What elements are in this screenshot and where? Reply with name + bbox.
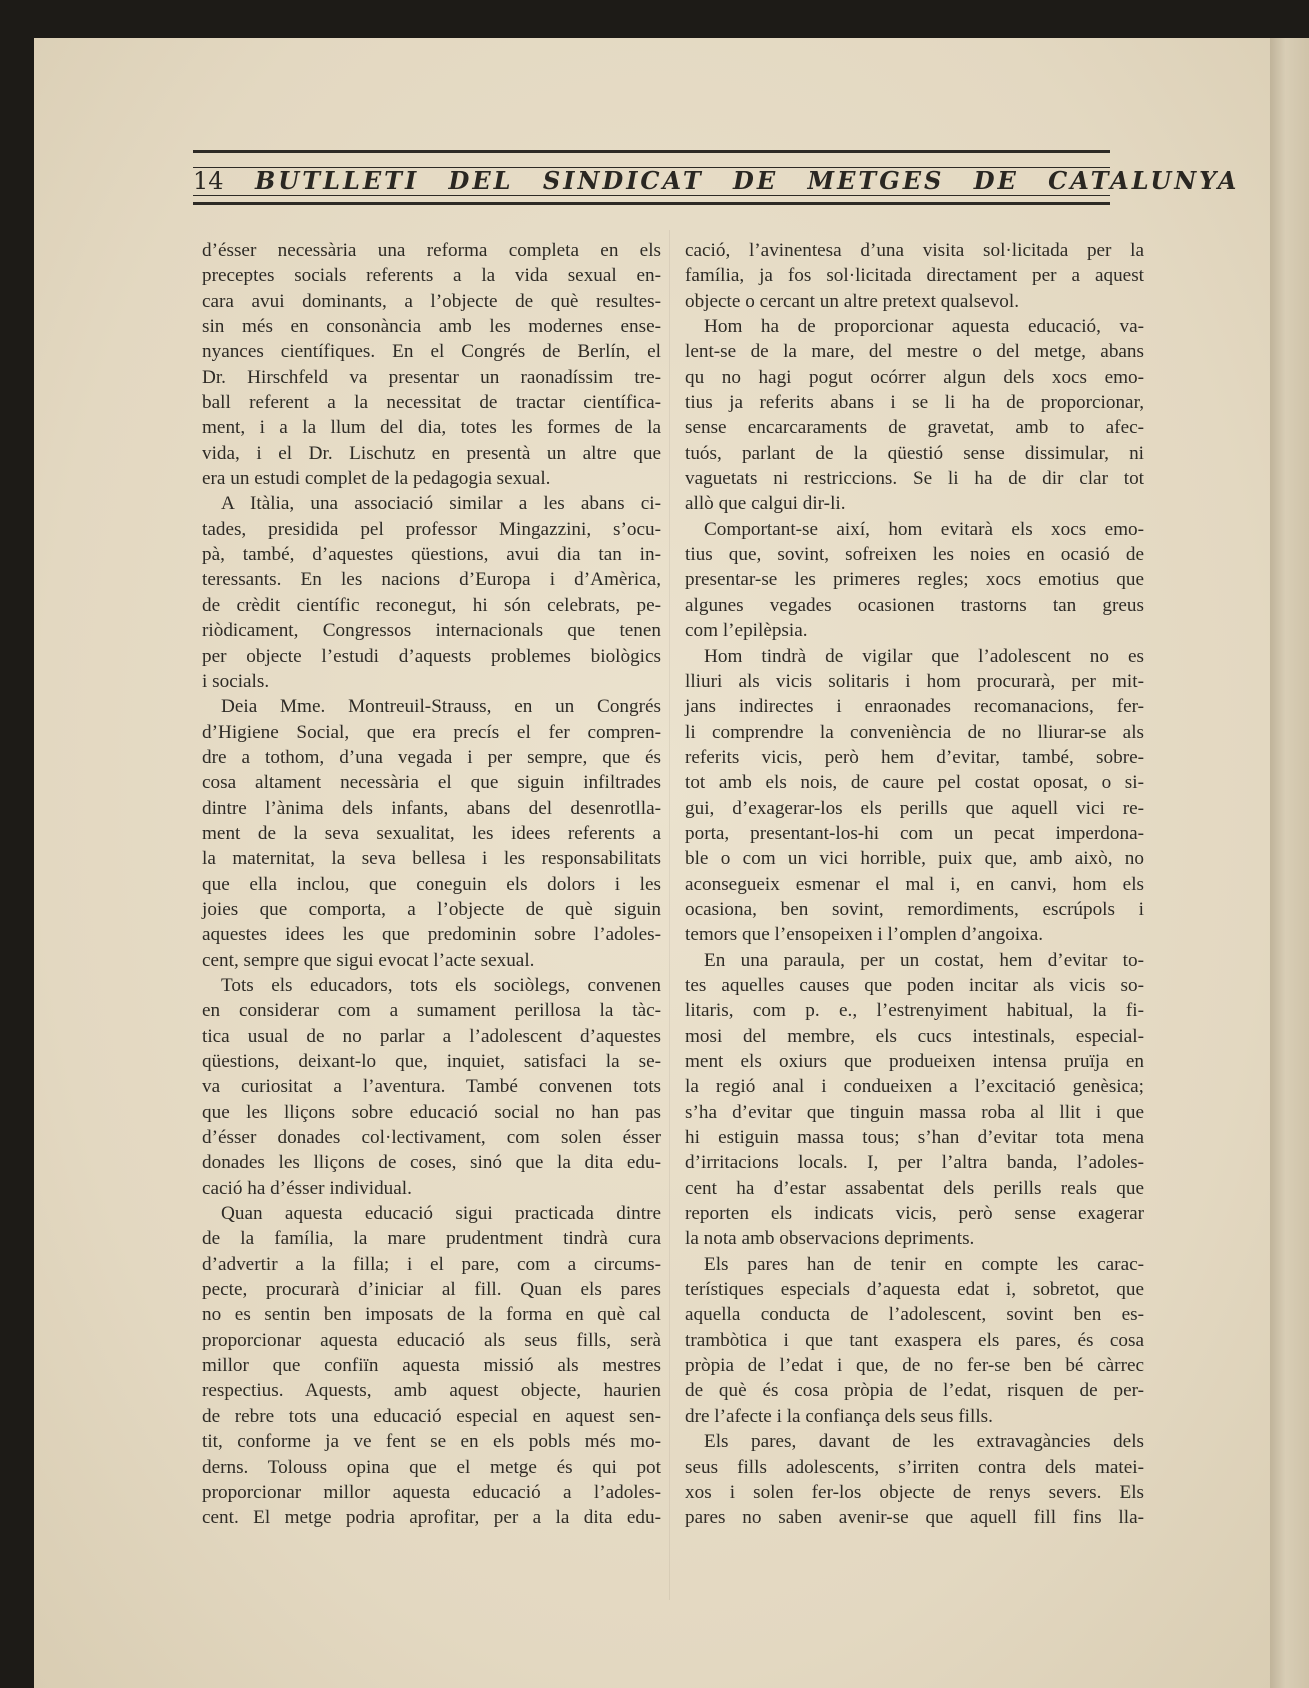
text-line: donades les lliçons de coses, sinó que la dita edu- <box>202 1152 661 1174</box>
text-line: referits vicis, però hem d’evitar, també, sobre- <box>685 746 1144 768</box>
text-line: presentar-se les primeres regles; xocs emotius que <box>685 569 1144 591</box>
column-gutter <box>669 230 670 1600</box>
text-line: tades, presidida pel professor Mingazzini, s’ocu- <box>202 518 661 540</box>
text-line: litaris, com p. e., l’estrenyiment habitual, la fi- <box>685 1000 1144 1022</box>
book-spine <box>1270 38 1309 1688</box>
text-line: lliuri als vicis solitaris i hom procurarà, per mit- <box>685 670 1144 692</box>
text-line: sin més en consonància amb les modernes ense- <box>202 316 661 338</box>
text-line: ment, i a la llum del dia, totes les formes de la <box>202 417 661 439</box>
text-line: hi estiguin massa tous; s’han d’evitar tota mena <box>685 1127 1144 1149</box>
text-line: tius que, sovint, sofreixen les noies en ocasió de <box>685 544 1144 566</box>
text-line: ball referent a la necessitat de tractar científica- <box>202 392 661 414</box>
text-line: ment de la seva sexualitat, les idees referents a <box>202 822 661 844</box>
text-line: lent-se de la mare, del mestre o del metge, abans <box>685 341 1144 363</box>
text-line: tica usual de no parlar a l’adolescent d’aquestes <box>202 1025 661 1047</box>
text-line: va curiositat a l’aventura. També convenen tots <box>202 1076 661 1098</box>
page-number: 14 <box>193 167 224 195</box>
text-line: reporten els indicats vicis, però sense exagerar <box>685 1203 1144 1225</box>
left-text-column <box>202 238 661 1531</box>
text-line: sense encarcaraments de gravetat, amb to afec- <box>685 417 1144 439</box>
text-line: trambòtica i que tant exaspera els pares, és cosa <box>685 1329 1144 1351</box>
text-line: que ella inclou, que coneguin els dolors i les <box>202 873 661 895</box>
text-line: dre a tothom, d’una vegada i per sempre, que és <box>202 746 661 768</box>
text-line: dintre l’ànima dels infants, abans del desenrotlla- <box>202 797 661 819</box>
text-line: pecte, procurarà d’iniciar al fill. Quan els pares <box>202 1279 661 1301</box>
text-line: ocasiona, ben sovint, remordiments, escrúpols i <box>685 898 1144 920</box>
text-line: s’ha d’evitar que tinguin massa roba al llit i que <box>685 1101 1144 1123</box>
text-line: objecte o cercant un altre pretext qualsevol. <box>685 290 1020 312</box>
text-line: aquestes idees les que predominin sobre l’adoles- <box>202 924 661 946</box>
text-line: respectius. Aquests, amb aquest objecte, haurien <box>202 1380 661 1402</box>
text-line: mosi del membre, els cucs intestinals, especial- <box>685 1025 1144 1047</box>
text-line: cent ha d’estar assabentat dels perills reals que <box>685 1177 1144 1199</box>
text-line: cent. El metge podria aprofitar, per a la dita edu- <box>202 1507 661 1529</box>
text-line: pà, també, d’aquestes qüestions, avui dia tan in- <box>202 544 661 566</box>
text-line: jans indirectes i enraonades recomanacions, fer- <box>685 696 1144 718</box>
text-line: pares no saben avenir-se que aquell fill fins lla- <box>685 1507 1144 1529</box>
text-line: proporcionar aquesta educació als seus fills, serà <box>202 1329 661 1351</box>
text-line: de què és cosa pròpia de l’edat, risquen de per- <box>685 1380 1144 1402</box>
text-line: ble o com un vici horrible, puix que, amb això, no <box>685 848 1144 870</box>
text-line: com l’epilèpsia. <box>685 620 808 642</box>
header-rule-bottom <box>193 195 1110 205</box>
text-line: pròpia de l’edat i que, de no fer-se ben bé càrrec <box>685 1355 1144 1377</box>
text-line: qu no hagi pogut ocórrer algun dels xocs emo- <box>685 366 1144 388</box>
text-line: preceptes socials referents a la vida sexual en- <box>202 265 661 287</box>
text-line: d’Higiene Social, que era precís el fer compren- <box>202 721 661 743</box>
text-line: seus fills adolescents, s’irriten contra dels matei- <box>685 1456 1144 1478</box>
text-line: xos i solen fer-los objecte de renys severs. Els <box>685 1481 1144 1503</box>
text-line: cent, sempre que sigui evocat l’acte sexual. <box>202 949 535 971</box>
text-line: qüestions, deixant-lo que, inquiet, satisfaci la se- <box>202 1051 661 1072</box>
text-line: algunes vegades ocasionen trastorns tan greus <box>685 594 1144 616</box>
text-line: dre l’afecte i la confiança dels seus fills. <box>685 1405 993 1427</box>
text-line: per objecte l’estudi d’aquests problemes biològics <box>202 645 661 667</box>
text-line: Hom tindrà de vigilar que l’adolescent no es <box>704 645 1144 667</box>
text-line: era un estudi complet de la pedagogia sexual. <box>202 468 551 490</box>
text-line: tit, conforme ja ve fent se en els pobls més mo- <box>202 1431 661 1453</box>
text-line: gui, d’exagerar-los els perills que aquell vici re- <box>685 797 1144 819</box>
text-line: de la família, la mare prudentment tindrà cura <box>202 1228 661 1250</box>
text-line: la maternitat, la seva bellesa i les responsabilitats <box>202 848 661 870</box>
text-line: en considerar com a sumament perillosa la tàc- <box>202 1000 661 1022</box>
text-line: Comportant-se així, hom evitarà els xocs emo- <box>704 518 1144 540</box>
text-line: Hom ha de proporcionar aquesta educació, va- <box>704 316 1144 338</box>
text-line: d’ésser necessària una reforma completa en els <box>202 240 661 261</box>
text-line: li comprendre la conveniència de no lliurar-se als <box>685 721 1144 743</box>
text-line: cara avui dominants, a l’objecte de què resultes- <box>202 290 661 312</box>
text-line: tes aquelles causes que poden incitar als vicis so- <box>685 974 1144 996</box>
text-line: allò que calgui dir-li. <box>685 493 846 515</box>
text-line: porta, presentant-los-hi com un pecat imperdona- <box>685 822 1144 844</box>
text-line: terístiques especials d’aquesta edat i, sobretot, que <box>685 1279 1144 1301</box>
text-line: millor que confiïn aquesta missió als mestres <box>202 1355 661 1377</box>
text-line: aconsegueix esmenar el mal i, en canvi, hom els <box>685 873 1144 895</box>
text-line: Deia Mme. Montreuil-Strauss, en un Congrés <box>221 696 661 718</box>
text-line: vaguetats ni restriccions. Se li ha de dir clar tot <box>685 468 1144 490</box>
text-line: cosa altament necessària el que siguin infiltrades <box>202 772 661 794</box>
text-line: cació, l’avinentesa d’una visita sol·licitada per la <box>685 240 1144 261</box>
right-text-column <box>685 238 1144 1531</box>
text-line: En una paraula, per un costat, hem d’evitar to- <box>704 949 1144 971</box>
text-line: tius ja referits abans i se li ha de proporcionar, <box>685 392 1144 414</box>
text-line: ment els oxiurs que produeixen intensa pruïja en <box>685 1051 1144 1072</box>
text-line: de crèdit científic reconegut, hi són celebrats, pe- <box>202 594 661 616</box>
text-line: Quan aquesta educació sigui practicada dintre <box>221 1203 661 1225</box>
text-line: tot amb els nois, de caure pel costat oposat, o si- <box>685 772 1144 794</box>
text-line: tuós, parlant de la qüestió sense dissimular, ni <box>685 442 1144 464</box>
text-line: la regió anal i condueixen a l’excitació genèsica; <box>685 1076 1144 1098</box>
text-line: i socials. <box>202 670 270 692</box>
text-line: família, ja fos sol·licitada directament per a aquest <box>685 265 1144 287</box>
text-line: teressants. En les nacions d’Europa i d’Amèrica, <box>202 569 661 591</box>
text-line: cació ha d’ésser individual. <box>202 1177 412 1199</box>
text-line: joies que comporta, a l’objecte de què siguin <box>202 898 661 920</box>
text-line: proporcionar millor aquesta educació a l’adoles- <box>202 1481 661 1503</box>
running-header <box>193 160 1240 196</box>
text-line: nyances científiques. En el Congrés de Berlín, el <box>202 341 661 363</box>
text-line: aquella conducta de l’adolescent, sovint ben es- <box>685 1304 1144 1326</box>
text-line: Dr. Hirschfeld va presentar un raonadíssim tre- <box>202 366 661 388</box>
text-line: no es sentin ben imposats de la forma en què cal <box>202 1304 661 1326</box>
text-line: d’advertir a la filla; i el pare, com a circums- <box>202 1253 661 1275</box>
running-title: BUTLLETI DEL SINDICAT DE METGES DE CATALUNYA <box>255 166 1240 195</box>
text-line: de rebre tots una educació especial en aquest sen- <box>202 1405 661 1427</box>
text-line: la nota amb observacions depriments. <box>685 1228 975 1250</box>
text-line: Els pares, davant de les extravagàncies dels <box>704 1431 1144 1453</box>
text-line: temors que l’ensopeixen i l’omplen d’angoixa. <box>685 924 1044 946</box>
text-line: Els pares han de tenir en compte les carac- <box>704 1253 1144 1275</box>
text-line: riòdicament, Congressos internacionals que tenen <box>202 620 661 642</box>
text-line: vida, i el Dr. Lischutz en presentà un altre que <box>202 442 661 464</box>
text-line: derns. Tolouss opina que el metge és qui pot <box>202 1456 661 1478</box>
text-line: A Itàlia, una associació similar a les abans ci- <box>221 493 661 515</box>
text-line: d’irritacions locals. I, per l’altra banda, l’adoles- <box>685 1152 1144 1174</box>
text-line: d’ésser donades col·lectivament, com solen ésser <box>202 1127 661 1149</box>
text-line: que les lliçons sobre educació social no han pas <box>202 1101 661 1123</box>
text-line: Tots els educadors, tots els sociòlegs, convenen <box>221 974 661 996</box>
